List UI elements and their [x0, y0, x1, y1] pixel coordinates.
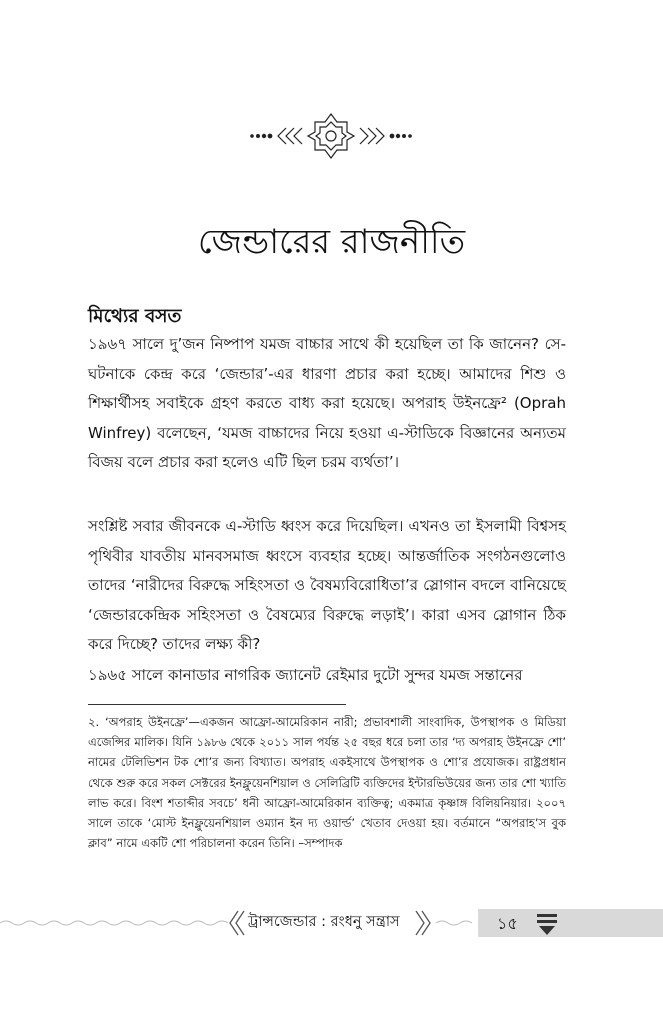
page-number: ১৫	[497, 914, 518, 933]
running-title: ট্রান্সজেন্ডার : রংধনু সন্ত্রাস	[248, 914, 400, 930]
arrow-icon	[533, 909, 563, 937]
body-paragraph: ১৯৬৭ সালে দু’জন নিষ্পাপ যমজ বাচ্চার সাথে কী হয়েছিল তা কি জানেন? সে-ঘটনাকে কেন্দ্র করে ‘জেন্ডার’-এর ধারণা প্রচার করা হচ্ছে। আমাদের শিশু ও শিক্ষার্থীসহ সবাইকে গ্রহণ করতে বাধ্য করা হয়েছে। অপরাহ উইনফ্রে² (Oprah Winfrey) বলেছেন, ‘যমজ বাচ্চাদের নিয়ে হওয়া এ-স্টাডিকে বিজ্ঞানের অন্যতম বিজয় বলে প্রচার করা হলেও এটি ছিল চরম ব্যর্থতা’।	[88, 335, 566, 471]
body-paragraph: সংশ্লিষ্ট সবার জীবনকে এ-স্টাডি ধ্বংস করে দিয়েছিল। এখনও তা ইসলামী বিশ্বসহ পৃথিবীর যাবতীয় মানবসমাজ ধ্বংসে ব্যবহার হচ্ছে। আন্তর্জাতিক সংগঠনগুলোও তাদের ‘নারীদের বিরুদ্ধে সহিংসতা ও বৈষম্যবিরোধিতা’র স্লোগান বদলে বানিয়েছে ‘জেন্ডারকেন্দ্রিক সহিংসতা ও বৈষম্যের বিরুদ্ধে লড়াই’। কারা এসব স্লোগান ঠিক করে দিচ্ছে? তাদের লক্ষ্য কী?	[88, 517, 566, 653]
section-heading: মিথ্যের বসত	[88, 306, 182, 327]
footnote: ২. ‘অপরাহ উইনফ্রে’—একজন আফ্রো-আমেরিকান নারী; প্রভাবশালী সাংবাদিক, উপস্থাপক ও মিডিয়া এজেন্সির মালিক। যিনি ১৯৮৬ থেকে ২০১১ সাল পর্যন্ত ২৫ বছর ধরে চলা তার ‘দ্য অপরাহ উইনফ্রে শো’ নামের টেলিভিশন টক শো’র জন্য বিখ্যাত। অপরাহ একইসাথে উপস্থাপক ও শো’র প্রযোজক। রাষ্ট্রপ্রধান থেকে শুরু করে সকল সেক্টরের ইনফ্লুয়েনশিয়াল ও সেলিব্রিটি ব্যক্তিদের ইন্টারভিউয়ের জন্য তার শো খ্যাতি লাভ করে। বিংশ শতাব্দীর সবচে’ ধনী আফ্রো-আমেরিকান ব্যক্তিত্ব; একমাত্র কৃষ্ণাঙ্গ বিলিয়নিয়ার। ২০০৭ সালে তাকে ‘মোস্ট ইনফ্লুয়েনশিয়াল ওম্যান ইন দ্য ওয়ার্ল্ড’ খেতাব দেওয়া হয়। বর্তমানে “অপরাহ’স বুক ক্লাব” নামে একটি শো পরিচালনা করেন তিনি। –সম্পাদক	[88, 715, 566, 851]
chapter-title: জেন্ডারের রাজনীতি	[197, 222, 466, 262]
body-paragraph: ১৯৬৫ সালে কানাডার নাগরিক জ্যানেট রেইমার দুটো সুন্দর যমজ সন্তানের	[88, 666, 523, 684]
header-ornament-icon	[0, 108, 663, 164]
page-footer	[0, 905, 663, 941]
footnote-divider	[88, 704, 346, 705]
